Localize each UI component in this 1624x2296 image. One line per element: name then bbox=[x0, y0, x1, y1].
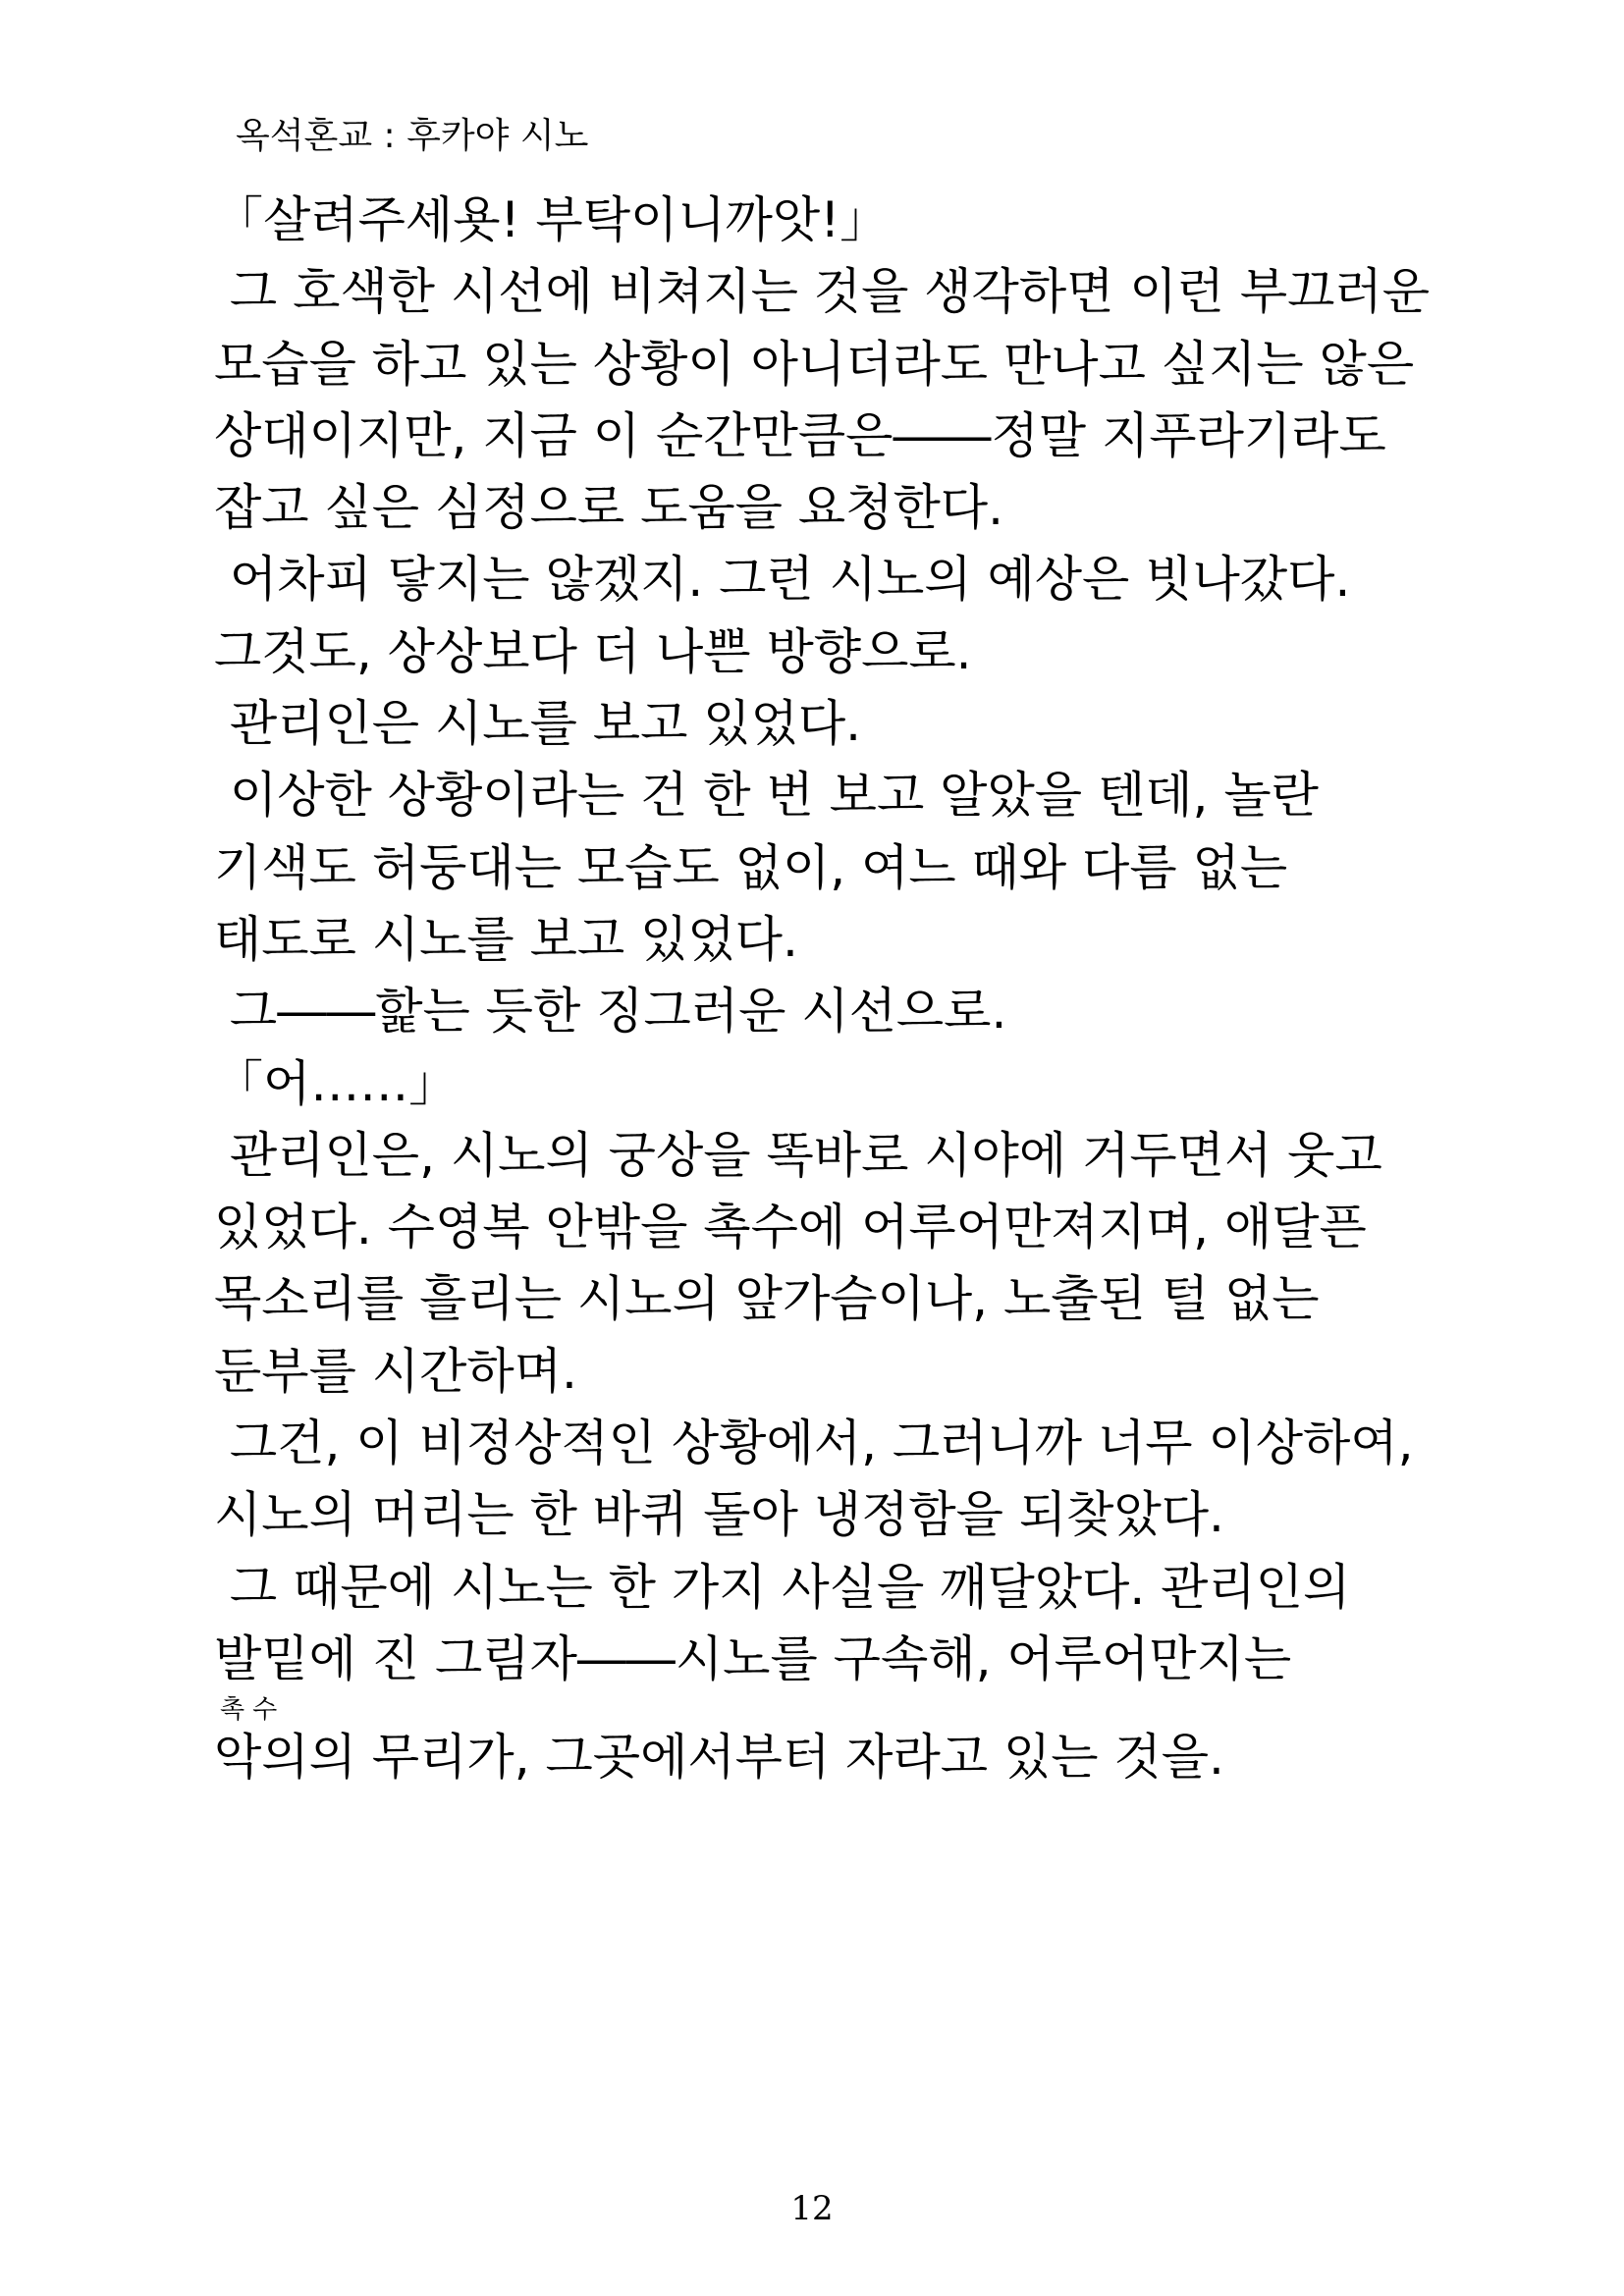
text-line: 이상한 상황이라는 건 한 번 보고 알았을 텐데, 놀란 bbox=[214, 767, 1319, 825]
text-line: 「살려주세욧! 부탁이니까앗!」 bbox=[214, 191, 890, 248]
text-line: 그――핥는 듯한 징그러운 시선으로. bbox=[214, 983, 1007, 1041]
text-line: 그 호색한 시선에 비쳐지는 것을 생각하면 이런 부끄러운 bbox=[214, 263, 1431, 321]
text-line: 있었다. 수영복 안밖을 촉수에 어루어만져지며, 애달픈 bbox=[214, 1199, 1367, 1256]
text-line: 목소리를 흘리는 시노의 앞가슴이나, 노출된 털 없는 bbox=[214, 1270, 1320, 1328]
text-line: 모습을 하고 있는 상황이 아니더라도 만나고 싶지는 않은 bbox=[214, 335, 1415, 393]
page-number: 12 bbox=[790, 2189, 834, 2228]
text-line: 관리인은 시노를 보고 있었다. bbox=[214, 695, 862, 753]
text-line: 잡고 싶은 심정으로 도움을 요청한다. bbox=[214, 479, 1003, 537]
text-line: 그 때문에 시노는 한 가지 사실을 깨달았다. 관리인의 bbox=[214, 1558, 1351, 1616]
text-line: 관리인은, 시노의 궁상을 똑바로 시야에 거두면서 웃고 bbox=[214, 1126, 1382, 1184]
text-line: 둔부를 시간하며. bbox=[214, 1342, 577, 1400]
text-line: 그것도, 상상보다 더 나쁜 방향으로. bbox=[214, 622, 972, 680]
ruby-annotation: 촉수 bbox=[220, 1695, 286, 1726]
text-line: 「어……」 bbox=[214, 1054, 459, 1112]
text-line-with-ruby bbox=[214, 1695, 1451, 1791]
text-line: 기색도 허둥대는 모습도 없이, 여느 때와 다름 없는 bbox=[214, 838, 1288, 896]
text-line: 상대이지만, 지금 이 순간만큼은――정말 지푸라기라도 bbox=[214, 406, 1386, 464]
text-line: 발밑에 진 그림자――시노를 구속해, 어루어만지는 bbox=[214, 1629, 1292, 1687]
text-line: 시노의 머리는 한 바퀴 돌아 냉정함을 되찾았다. bbox=[214, 1486, 1224, 1544]
text-line: 태도로 시노를 보고 있었다. bbox=[214, 910, 798, 968]
running-title: 옥석혼교 : 후카야 시노 bbox=[236, 116, 589, 156]
text-line: 어차피 닿지는 않겠지. 그런 시노의 예상은 빗나갔다. bbox=[214, 551, 1351, 609]
body-text bbox=[214, 185, 1451, 1791]
final-text-line: 악의의 무리가, 그곳에서부터 자라고 있는 것을. bbox=[214, 1729, 1224, 1787]
text-line: 그건, 이 비정상적인 상황에서, 그러니까 너무 이상하여, bbox=[214, 1415, 1414, 1472]
